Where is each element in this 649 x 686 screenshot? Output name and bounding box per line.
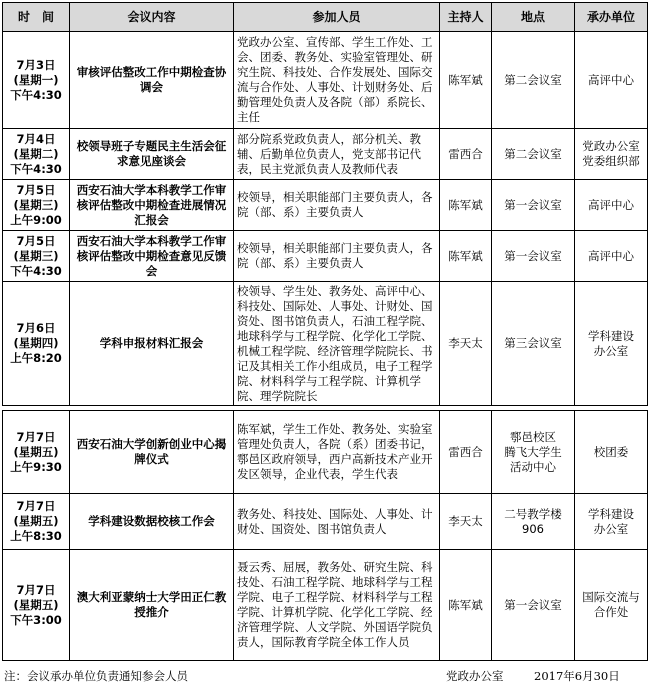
meeting-datetime: 7月3日 (星期一) 下午4:30 [3, 32, 70, 129]
meeting-content: 学科申报材料汇报会 [70, 282, 234, 406]
meeting-organizer: 高评中心 [575, 32, 648, 129]
meeting-host: 陈军斌 [440, 550, 492, 661]
meeting-content: 西安石油大学本科教学工作审核评估整改中期检查进展情况汇报会 [70, 180, 234, 231]
header-organizer: 承办单位 [575, 3, 648, 32]
meeting-content: 学科建设数据校核工作会 [70, 494, 234, 550]
meeting-content: 西安石油大学创新创业中心揭牌仪式 [70, 411, 234, 494]
schedule-table-bottom [2, 410, 648, 661]
meeting-location: 第一会议室 [492, 180, 575, 231]
meeting-datetime: 7月7日 (星期五) 上午8:30 [3, 494, 70, 550]
meeting-organizer: 党政办公室 党委组织部 [575, 129, 648, 180]
meeting-host: 陈军斌 [440, 231, 492, 282]
meeting-row [3, 129, 648, 180]
meeting-datetime: 7月5日 (星期三) 下午4:30 [3, 231, 70, 282]
header-row [3, 3, 648, 32]
meeting-datetime: 7月7日 (星期五) 上午9:30 [3, 411, 70, 494]
meeting-host: 雷西合 [440, 411, 492, 494]
meeting-organizer: 校团委 [575, 411, 648, 494]
header-location: 地点 [492, 3, 575, 32]
header-participants: 参加人员 [234, 3, 440, 32]
meeting-host: 陈军斌 [440, 180, 492, 231]
meeting-row [3, 494, 648, 550]
meeting-participants: 陈军斌，学生工作处、教务处、实验室管理处负责人，各院（系）团委书记，鄠邑区政府领导，西户高新技术产业开发区领导，企业代表，学生代表 [234, 411, 440, 494]
meeting-datetime: 7月6日 (星期四) 上午8:20 [3, 282, 70, 406]
meeting-participants: 党政办公室、宣传部、学生工作处、工会、团委、教务处、实验室管理处、研究生院、科技处、合作发展处、国际交流与合作处、人事处、计划财务处、后勤管理处负责人及各院（部）系院长、主任 [234, 32, 440, 129]
meeting-host: 李天太 [440, 282, 492, 406]
meeting-organizer: 学科建设 办公室 [575, 494, 648, 550]
meeting-content: 西安石油大学本科教学工作审核评估整改中期检查意见反馈会 [70, 231, 234, 282]
meeting-participants: 聂云秀、屈展，教务处、研究生院、科技处、石油工程学院、地球科学与工程学院、电子工程学院、材料科学与工程学院、计算机学院、化学化工学院、经济管理学院、人文学院、外国语学院负责人，国际教育学院全体工作人员 [234, 550, 440, 661]
meeting-datetime: 7月4日 (星期二) 下午4:30 [3, 129, 70, 180]
meeting-location: 二号教学楼 906 [492, 494, 575, 550]
meeting-datetime: 7月5日 (星期三) 上午9:00 [3, 180, 70, 231]
header-time: 时 间 [3, 3, 70, 32]
meeting-location: 第二会议室 [492, 129, 575, 180]
meeting-location: 第三会议室 [492, 282, 575, 406]
meeting-participants: 校领导，相关职能部门主要负责人，各院（部、系）主要负责人 [234, 180, 440, 231]
meeting-participants: 教务处、科技处、国际处、人事处、计财处、国资处、图书馆负责人 [234, 494, 440, 550]
meeting-participants: 校领导、学生处、教务处、高评中心、科技处、国际处、人事处、计财处、国资处、图书馆负责人，石油工程学院、地球科学与工程学院、化学化工学院、机械工程学院、经济管理学院院长、书记及其相关工作小组成员，电子工程学院、材料科学与工程学院、计算机学院、理学院院长 [234, 282, 440, 406]
meeting-content: 校领导班子专题民主生活会征求意见座谈会 [70, 129, 234, 180]
meeting-datetime: 7月7日 (星期五) 下午3:00 [3, 550, 70, 661]
meeting-row [3, 550, 648, 661]
meeting-organizer: 高评中心 [575, 231, 648, 282]
meeting-content: 审核评估整改工作中期检查协调会 [70, 32, 234, 129]
meeting-participants: 校领导，相关职能部门主要负责人，各院（部、系）主要负责人 [234, 231, 440, 282]
meeting-location: 第一会议室 [492, 231, 575, 282]
meeting-row [3, 32, 648, 129]
schedule-table-top [2, 2, 648, 406]
meeting-row [3, 231, 648, 282]
meeting-host: 李天太 [440, 494, 492, 550]
meeting-host: 陈军斌 [440, 32, 492, 129]
footer-date: 2017年6月30日 [534, 669, 620, 683]
meeting-participants: 部分院系党政负责人，部分机关、教辅、后勤单位负责人，党支部书记代表，民主党派负责人及教师代表 [234, 129, 440, 180]
meeting-row [3, 282, 648, 406]
meeting-row [3, 180, 648, 231]
meeting-location: 第二会议室 [492, 32, 575, 129]
meeting-row [3, 411, 648, 494]
meeting-organizer: 高评中心 [575, 180, 648, 231]
meeting-organizer: 国际交流与 合作处 [575, 550, 648, 661]
header-host: 主持人 [440, 3, 492, 32]
header-content: 会议内容 [70, 3, 234, 32]
meeting-location: 鄠邑校区 腾飞大学生 活动中心 [492, 411, 575, 494]
meeting-content: 澳大利亚蒙纳士大学田正仁教授推介 [70, 550, 234, 661]
meeting-organizer: 学科建设 办公室 [575, 282, 648, 406]
meeting-host: 雷西合 [440, 129, 492, 180]
footer-office: 党政办公室 [446, 669, 504, 683]
meeting-location: 第一会议室 [492, 550, 575, 661]
footer-note: 注：会议承办单位负责通知参会人员 [4, 669, 188, 683]
